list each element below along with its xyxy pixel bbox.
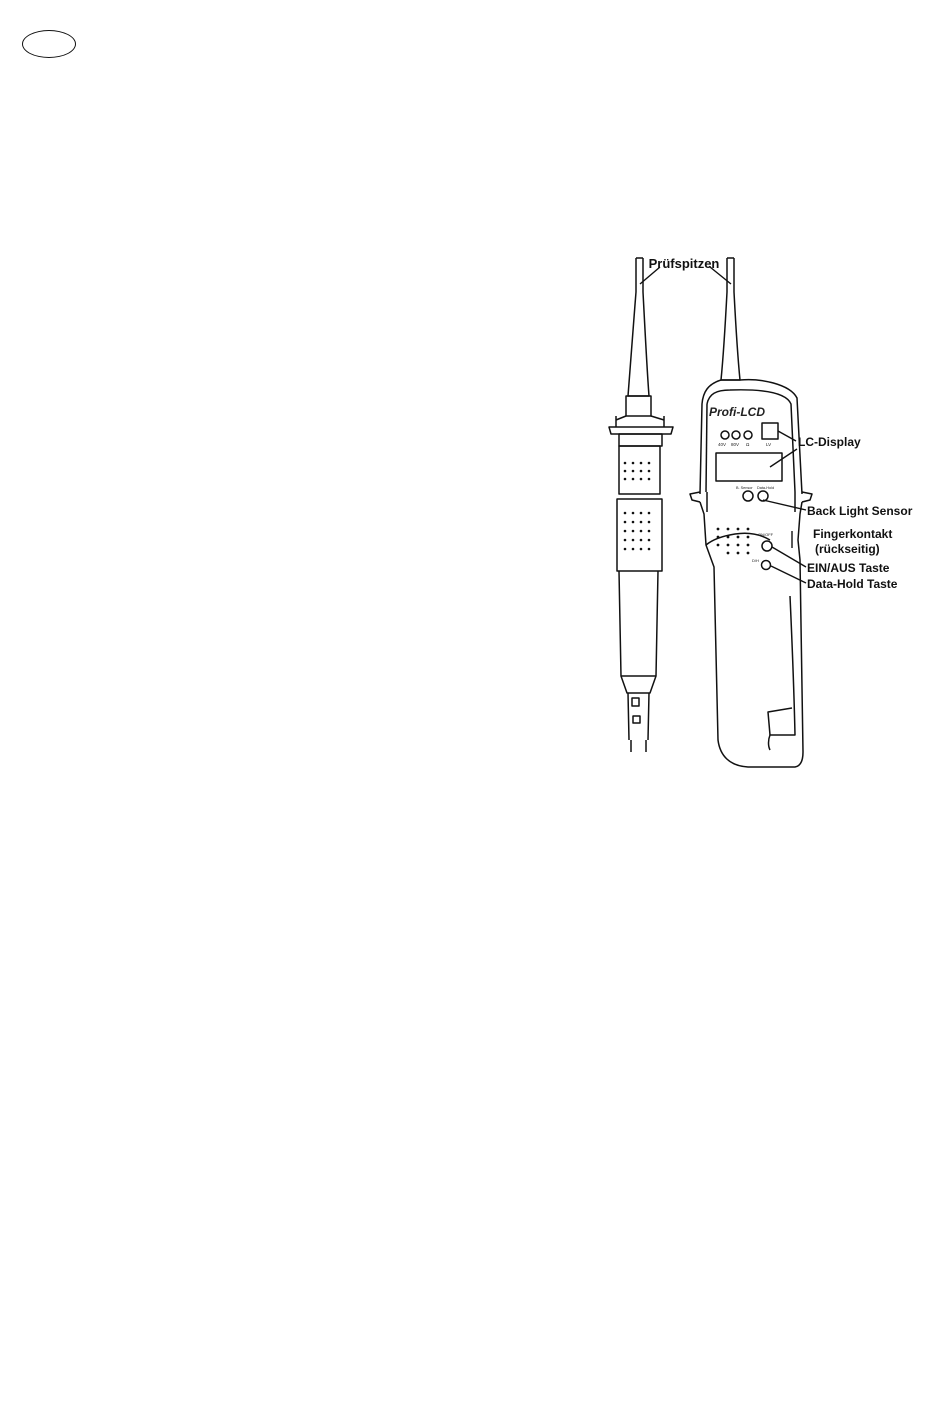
left-probe-handle [609, 258, 673, 752]
label-lc-display: LC-Display [798, 435, 861, 449]
device-brand-text: Profi-LCD [709, 405, 765, 419]
device-grip-dots [717, 528, 750, 555]
label-on-off-button: EIN/AUS Taste [807, 561, 890, 575]
main-device-body [690, 258, 812, 767]
label-probe-tips: Prüfspitzen [648, 256, 720, 271]
callout-lines [640, 267, 806, 583]
left-grip-dots [624, 462, 651, 551]
small-label-b-sensor: B. Sensor [736, 486, 753, 490]
label-finger-contact-line2: (rückseitig) [815, 542, 880, 556]
label-finger-contact-line1: Fingerkontakt [813, 527, 893, 541]
small-label-on-off: ON/OFF [758, 532, 774, 537]
label-data-hold-button: Data-Hold Taste [807, 577, 898, 591]
small-label-dh: D/H [752, 558, 759, 563]
led-label-ohm: Ω [746, 442, 750, 447]
small-label-data-hold: Data-Hold [757, 486, 775, 490]
led-label-80v: 80V [731, 442, 740, 447]
led-label-lv: LV [766, 442, 772, 447]
label-back-light-sensor: Back Light Sensor [807, 504, 913, 518]
led-label-40v: 40V [718, 442, 727, 447]
